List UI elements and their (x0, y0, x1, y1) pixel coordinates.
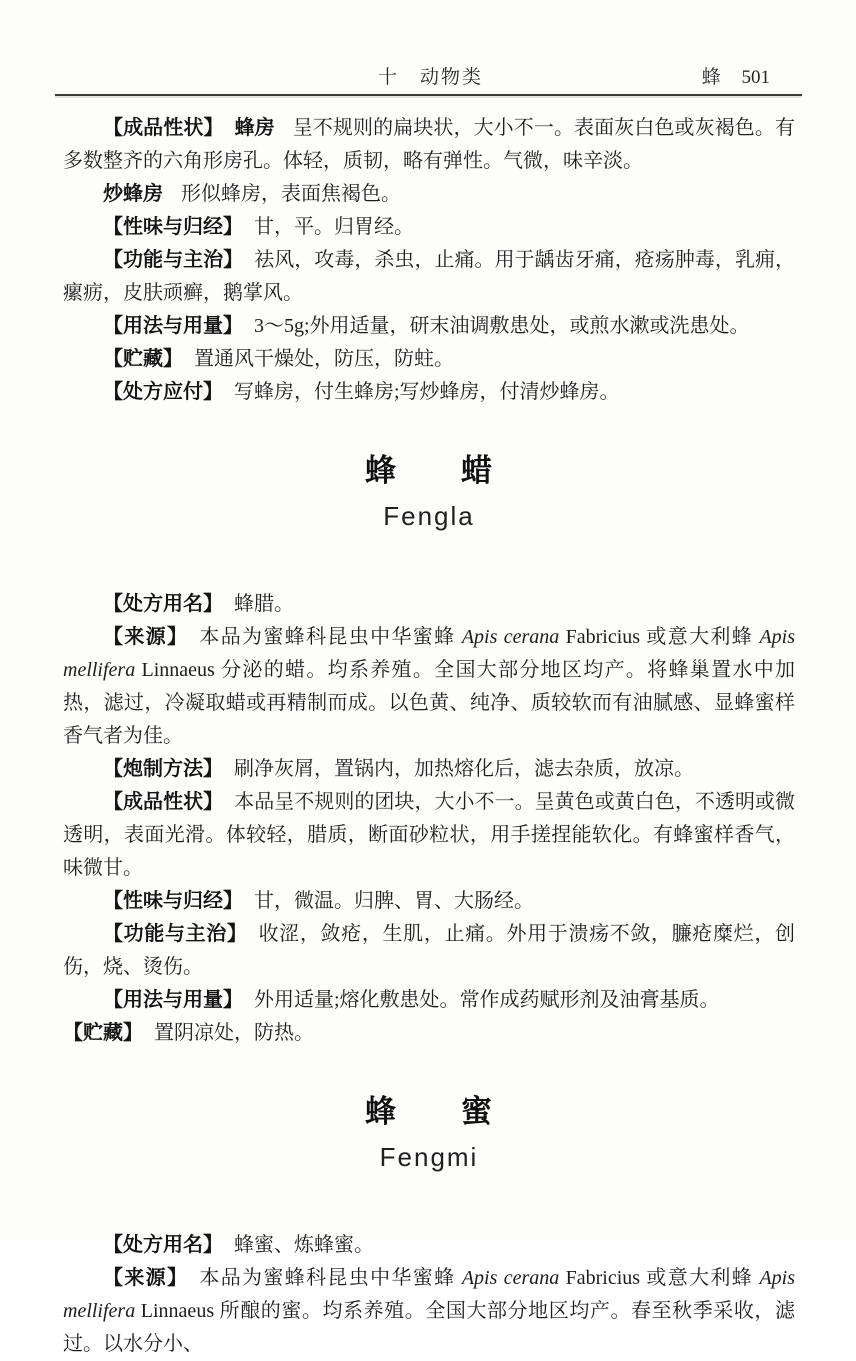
entry-text: Linnaeus 分泌的蜡。均系养殖。全国大部分地区均产。将蜂巢置水中加热，滤过，冷凝取蜡或再精制而成。以色黄、纯净、质较软而有油腻感、显蜂蜜样香气者为佳。 (63, 659, 795, 747)
entry-label: 【功能与主治】 (103, 249, 244, 271)
entry-paragraph (63, 376, 795, 409)
entry-text: 置阴凉处，防热。 (154, 1022, 314, 1044)
header-right-group (702, 62, 770, 89)
entry-text: 本品呈不规则的团块，大小不一。呈黄色或黄白色，不透明或微透明，表面光滑。体较轻，腊质，断面砂粒状，用手搓捏能软化。有蜂蜜样香气，味微甘。 (63, 791, 796, 879)
monograph-section (63, 450, 795, 1050)
entry-label: 【来源】 (103, 626, 189, 648)
entry-paragraph (63, 211, 795, 244)
monograph-section (63, 1091, 795, 1361)
entry-subhead: 炒蜂房 (103, 183, 163, 205)
monograph-title: 蜂 蜡 (365, 453, 493, 488)
entry-label: 【处方用名】 (103, 593, 223, 615)
latin-species-name: Apis mellifera (63, 1267, 796, 1322)
entry-text: 收涩，敛疮，生肌，止痛。外用于溃疡不敛，臁疮糜烂，创伤，烧、烫伤。 (63, 923, 795, 978)
entry-text: 形似蜂房，表面焦褐色。 (181, 183, 401, 205)
entry-label: 【用法与用量】 (103, 315, 243, 337)
entry-text: 刷净灰屑，置锅内，加热熔化后，滤去杂质，放凉。 (234, 758, 694, 780)
entry-text: 甘，微温。归脾、胃、大肠经。 (254, 890, 534, 912)
entry-text: 甘，平。归胃经。 (254, 216, 414, 238)
entry-paragraph (63, 1229, 795, 1262)
header-page-number: 501 (741, 67, 770, 88)
header-rule (55, 94, 802, 96)
entry-text: 本品为蜜蜂科昆虫中华蜜蜂 (199, 1267, 462, 1289)
entry-label: 【功能与主治】 (103, 923, 248, 945)
entry-paragraph (63, 112, 795, 178)
entry-label: 【处方应付】 (103, 381, 223, 403)
entry-label: 【炮制方法】 (103, 758, 223, 780)
monograph-section (63, 112, 795, 409)
entry-text: Fabricius 或意大利蜂 (559, 1267, 760, 1289)
header-entry-word: 蜂 (701, 67, 721, 88)
entry-paragraph (63, 918, 795, 984)
entry-text: 蜂蜜、炼蜂蜜。 (234, 1234, 374, 1256)
entry-subhead: 蜂房 (234, 117, 275, 139)
entry-text: 本品为蜜蜂科昆虫中华蜜蜂 (199, 626, 462, 648)
entry-paragraph (63, 588, 795, 621)
entry-paragraph (63, 984, 795, 1017)
entry-text: 外用适量;熔化敷患处。常作成药赋形剂及油膏基质。 (254, 989, 720, 1011)
monograph-pinyin: Fengmi (379, 1142, 479, 1172)
entry-paragraph (63, 786, 795, 885)
entry-paragraph (63, 343, 795, 376)
entry-paragraph (63, 1017, 795, 1050)
entry-label: 【性味与归经】 (103, 890, 243, 912)
latin-species-name: Apis mellifera (63, 626, 796, 681)
running-header (63, 62, 798, 90)
page-content (63, 112, 795, 1361)
entry-paragraph (63, 244, 795, 310)
entry-text: 3～5g;外用适量，研末油调敷患处，或煎水漱或洗患处。 (254, 315, 750, 337)
entry-label: 【成品性状】 (103, 791, 224, 813)
latin-species-name: Apis cerana (461, 626, 560, 648)
entry-text: 置通风干燥处，防压，防蛀。 (194, 348, 454, 370)
entry-paragraph (63, 885, 795, 918)
entry-text: 祛风，攻毒，杀虫，止痛。用于龋齿牙痛，疮疡肿毒，乳痈，瘰疬，皮肤顽癣，鹅掌风。 (63, 249, 796, 304)
entry-label: 【贮藏】 (103, 348, 183, 370)
entry-text: Linnaeus 所酿的蜜。均系养殖。全国大部分地区均产。春至秋季采收，滤过。以水分小、 (63, 1300, 795, 1355)
entry-label: 【用法与用量】 (103, 989, 243, 1011)
monograph-title: 蜂 蜜 (365, 1094, 493, 1129)
entry-text: 蜂腊。 (234, 593, 294, 615)
latin-species-name: Apis cerana (461, 1267, 560, 1289)
entry-label: 【处方用名】 (103, 1234, 223, 1256)
entry-text: 呈不规则的扁块状，大小不一。表面灰白色或灰褐色。有多数整齐的六角形房孔。体轻，质韧，略有弹性。气微，味辛淡。 (63, 117, 795, 172)
entry-paragraph (63, 178, 795, 211)
entry-paragraph (63, 310, 795, 343)
entry-label: 【性味与归经】 (103, 216, 243, 238)
entry-paragraph (63, 1262, 795, 1361)
entry-label: 【成品性状】 (103, 117, 224, 139)
entry-label: 【来源】 (103, 1267, 189, 1289)
entry-paragraph (63, 753, 795, 786)
entry-text: 写蜂房，付生蜂房;写炒蜂房，付清炒蜂房。 (234, 381, 620, 403)
header-chapter-title: 十 动物类 (377, 67, 484, 88)
monograph-pinyin: Fengla (383, 501, 475, 531)
entry-text: Fabricius 或意大利蜂 (559, 626, 760, 648)
entry-paragraph (63, 621, 795, 753)
entry-label: 【贮藏】 (63, 1022, 143, 1044)
